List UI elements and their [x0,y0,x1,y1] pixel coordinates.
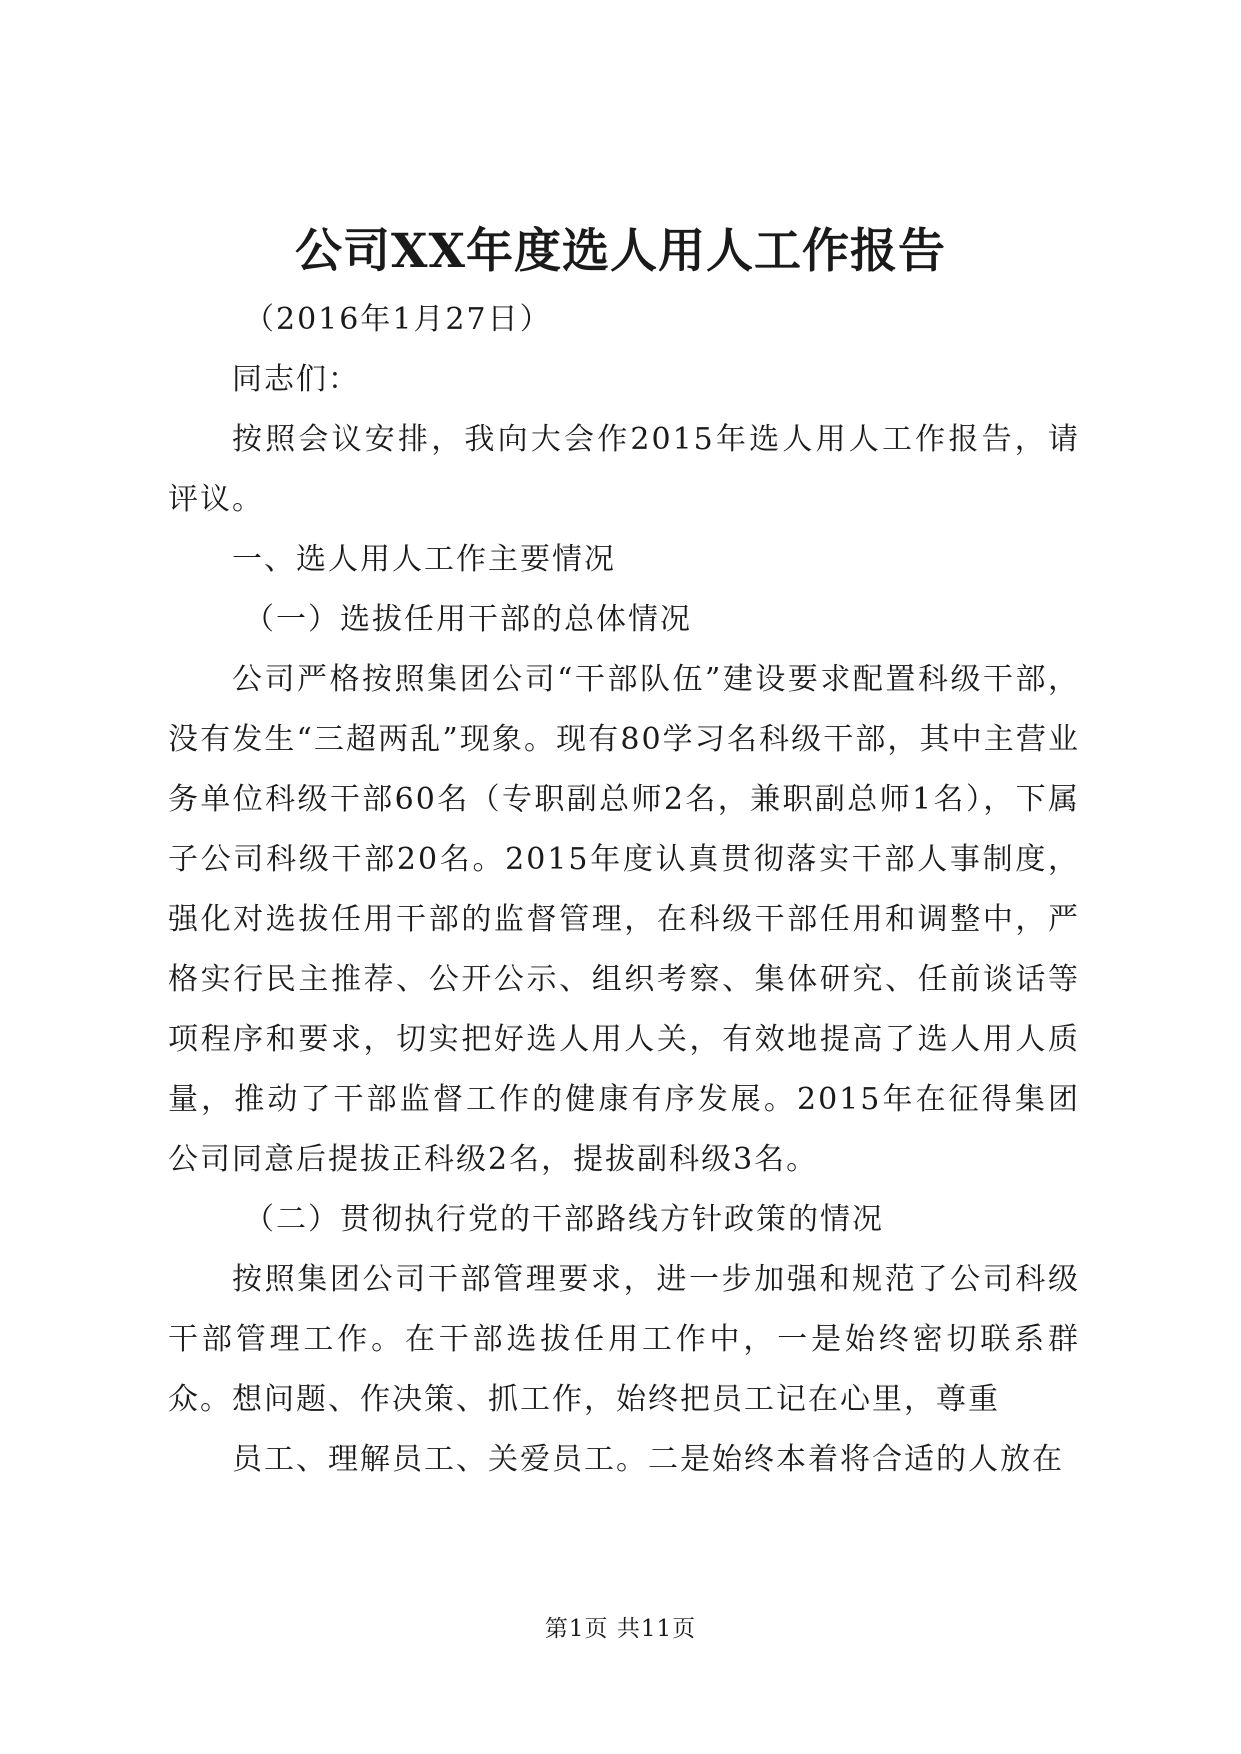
intro-paragraph: 按照会议安排，我向大会作2015年选人用人工作报告，请评议。 [168,422,1080,517]
document-title: 公司XX年度选人用人工作报告 [295,224,946,279]
subsection-heading: （二）贯彻执行党的干部路线方针政策的情况 [244,1202,884,1237]
document-body [168,290,1080,1490]
subsection-heading: （一）选拔任用干部的总体情况 [244,602,692,637]
body-paragraph: 员工、理解员工、关爱员工。二是始终本着将合适的人放在 [232,1442,1064,1477]
body-paragraph: 按照集团公司干部管理要求，进一步加强和规范了公司科级干部管理工作。在干部选拔任用工作中，一是始终密切联系群众。想问题、作决策、抓工作，始终把员工记在心里，尊重 [168,1262,1080,1417]
body-paragraph: 公司严格按照集团公司“干部队伍”建设要求配置科级干部，没有发生“三超两乱”现象。现有80学习名科级干部，其中主营业务单位科级干部60名（专职副总师2名，兼职副总师1名），下属子公司科级干部20名。2015年度认真贯彻落实干部人事制度，强化对选拔任用干部的监督管理，在科级干部任用和调整中，严格实行民主推荐、公开公示、组织考察、集体研究、任前谈话等项程序和要求，切实把好选人用人关，有效地提高了选人用人质量，推动了干部监督工作的健康有序发展。2015年在征得集团公司同意后提拔正科级2名，提拔副科级3名。 [168,662,1080,1177]
page-footer: 第1页 共11页 [544,1616,697,1642]
document-date: （2016年1月27日） [244,302,552,337]
section-heading: 一、选人用人工作主要情况 [232,542,616,577]
salutation: 同志们： [232,362,360,397]
